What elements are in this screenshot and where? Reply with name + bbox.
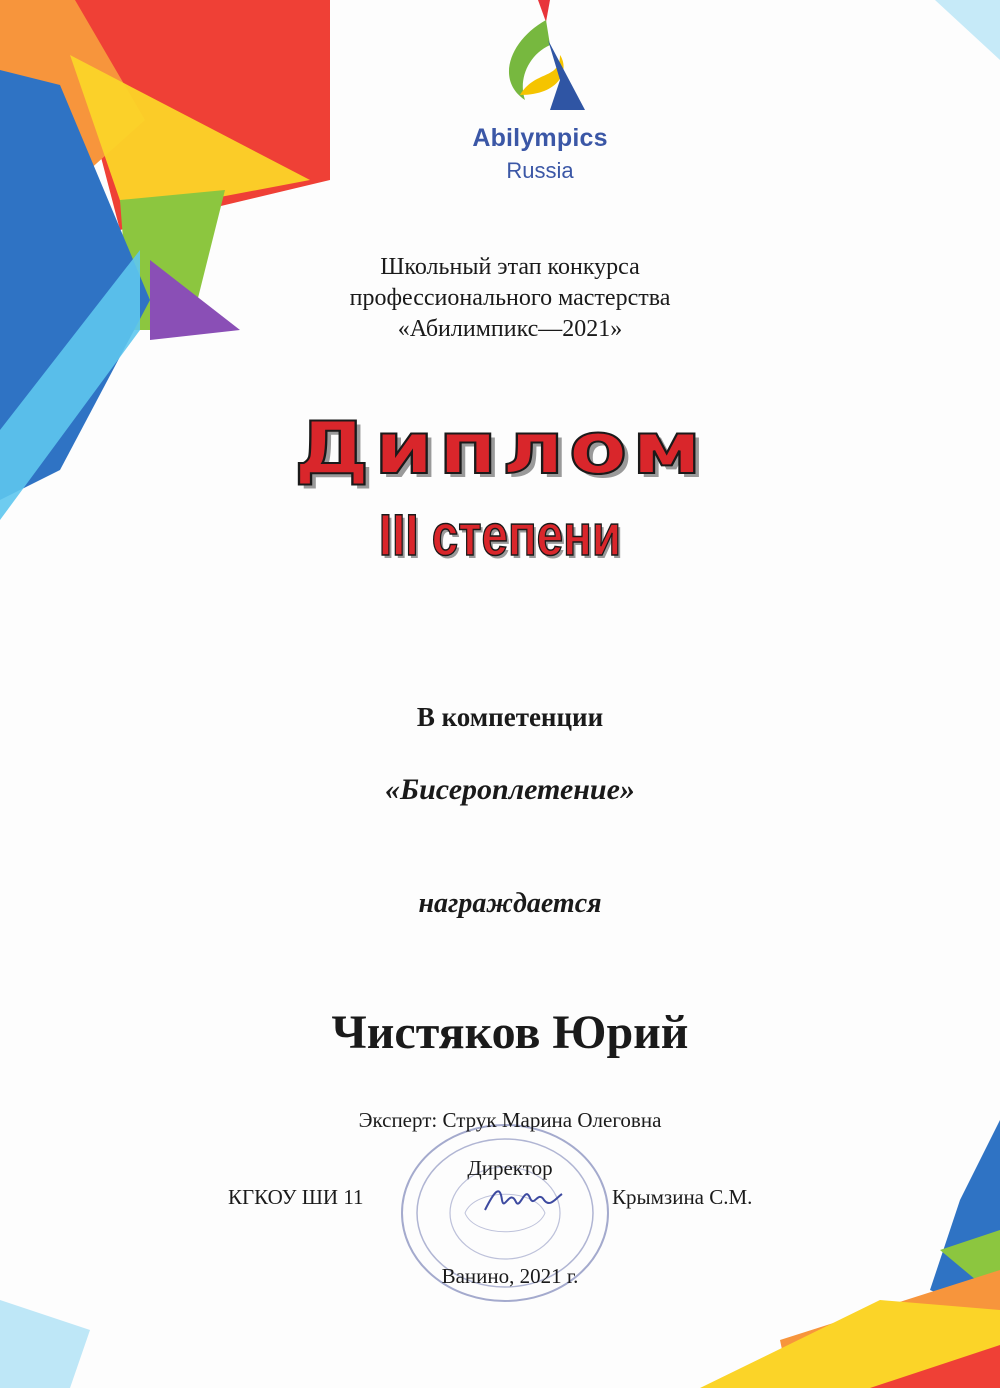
director-signature (480, 1180, 565, 1220)
event-line-3: «Абилимпикс—2021» (397, 316, 623, 342)
event-line-1: Школьный этап конкурса (380, 254, 640, 280)
director-title: Директор (467, 1156, 553, 1180)
abilympics-emblem-icon (490, 0, 590, 120)
abilympics-logo (440, 0, 640, 200)
event-heading (220, 252, 800, 345)
competence-label: В компетенции (416, 702, 604, 732)
director-name: Крымзина С.М. (612, 1185, 753, 1209)
diploma-degree: III степени (378, 503, 622, 568)
diploma-title: Диплом (293, 406, 707, 490)
recipient-name: Чистяков Юрий (331, 1006, 689, 1059)
event-line-2: профессионального мастерства (349, 285, 671, 311)
expert-line: Эксперт: Струк Марина Олеговна (358, 1108, 662, 1132)
logo-title: Abilympics (472, 124, 608, 152)
place-date: Ванино, 2021 г. (441, 1264, 579, 1288)
awarded-text: награждается (418, 888, 602, 919)
decor-shape-lightblue-bottomleft (0, 1300, 90, 1388)
logo-subtitle: Russia (506, 158, 574, 183)
organization-name: КГКОУ ШИ 11 (228, 1185, 364, 1209)
competence-name: «Бисероплетение» (385, 773, 635, 806)
decor-shape-lightblue-topright (935, 0, 1000, 60)
